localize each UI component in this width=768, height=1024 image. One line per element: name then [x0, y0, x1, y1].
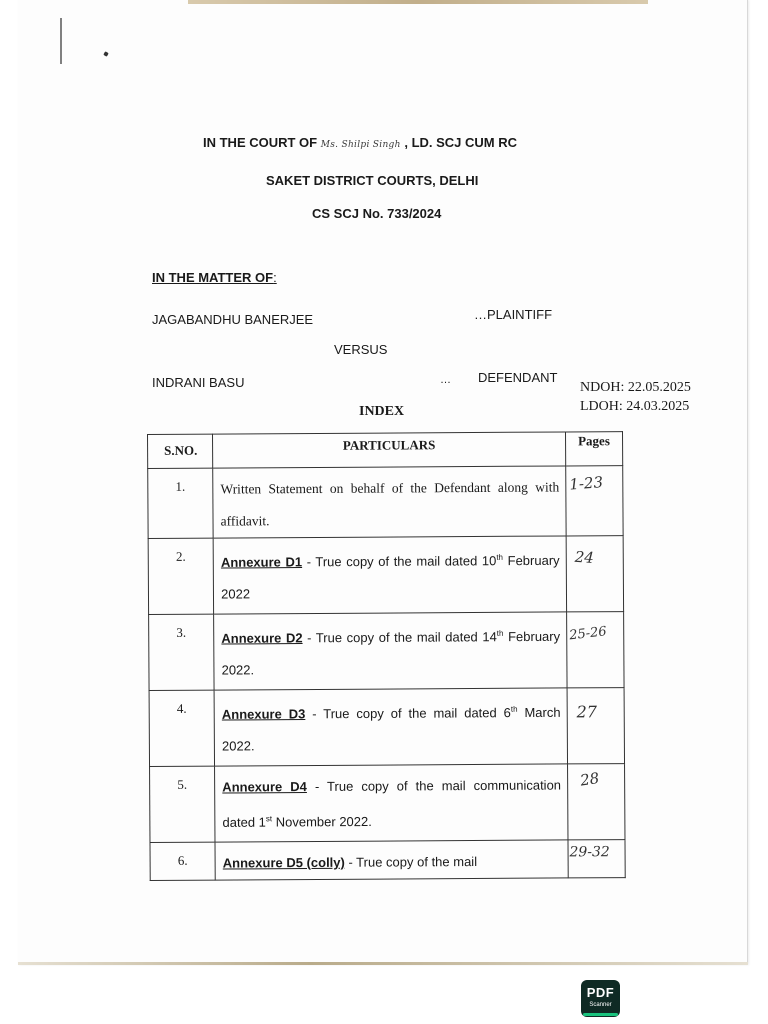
logo-text: PDF [586, 985, 615, 1000]
logo-accent-bar [583, 1013, 618, 1016]
table-row [150, 840, 625, 881]
table-row [148, 466, 623, 539]
row-text: February 2022 [221, 552, 560, 602]
row-pages-handwritten: 29-32 [569, 844, 610, 861]
row-sno: 3. [149, 614, 215, 690]
table-row [149, 612, 624, 691]
row-superscript: th [496, 552, 504, 562]
row-pages-handwritten: 25-26 [568, 624, 608, 644]
row-particulars [214, 688, 567, 766]
defendant-dots: … [440, 374, 451, 386]
annexure-label: Annexure D5 (colly) [222, 854, 345, 871]
pdf-scanner-logo [581, 980, 620, 1017]
row-sno: 2. [148, 538, 214, 614]
row-pages-handwritten: 27 [576, 702, 597, 722]
row-text: - True copy of the mail dated 10 [302, 553, 497, 570]
annexure-label: Annexure D2 [221, 630, 303, 646]
row-sno: 4. [149, 690, 215, 766]
next-date-of-hearing: NDOH: 22.05.2025 [580, 380, 691, 395]
row-sno: 6. [150, 842, 215, 880]
versus-label: VERSUS [334, 342, 388, 357]
table-row [150, 764, 625, 843]
row-superscript: th [510, 704, 518, 714]
row-text: February 2022. [221, 628, 561, 678]
row-particulars [214, 612, 567, 690]
column-header-particulars: PARTICULARS [213, 432, 566, 468]
row-pages-handwritten: 24 [574, 547, 595, 567]
row-text: - True copy of the mail dated 14 [302, 629, 497, 646]
matter-heading [152, 270, 277, 285]
table-header-row [148, 432, 623, 469]
row-pages [568, 840, 625, 878]
table-row [148, 536, 623, 615]
defendant-role: DEFENDANT [478, 370, 558, 385]
row-text: November 2022. [272, 813, 372, 830]
row-particulars: Written Statement on behalf of the Defendant along with affidavit. [213, 466, 566, 538]
page-bottom-edge [18, 962, 748, 965]
annexure-label: Annexure D3 [221, 706, 306, 722]
row-sno: 1. [148, 468, 214, 538]
court-location: SAKET DISTRICT COURTS, DELHI [266, 173, 479, 188]
row-pages [566, 466, 624, 536]
plaintiff-role: …PLAINTIFF [474, 307, 553, 322]
row-sno: 5. [150, 766, 216, 842]
judge-name-handwritten: Ms. Shilpi Singh [320, 140, 401, 150]
matter-heading-colon: : [273, 270, 277, 285]
row-pages [566, 536, 624, 612]
row-superscript: th [496, 628, 504, 638]
case-number: CS SCJ No. 733/2024 [312, 206, 442, 221]
court-heading [203, 135, 517, 150]
row-text: - True copy of the mail [344, 853, 478, 870]
defendant-name: INDRANI BASU [152, 375, 245, 390]
annexure-label: Annexure D4 [222, 779, 307, 795]
logo-subtext: Scanner [589, 1002, 612, 1008]
row-pages [566, 612, 624, 688]
row-particulars [213, 536, 566, 614]
row-pages [567, 688, 625, 764]
column-header-sno: S.NO. [148, 434, 213, 468]
row-text: March 2022. [221, 704, 561, 754]
matter-heading-text: IN THE MATTER OF [152, 270, 274, 285]
row-superscript: st [265, 814, 273, 824]
row-pages-handwritten: 28 [578, 769, 601, 790]
court-suffix: , LD. SCJ CUM RC [404, 135, 518, 150]
table-row [149, 688, 624, 767]
annexure-label: Annexure D1 [220, 554, 303, 570]
row-pages-handwritten: 1-23 [568, 473, 604, 494]
row-particulars [215, 764, 568, 842]
court-prefix: IN THE COURT OF [203, 135, 318, 150]
index-table [147, 431, 626, 881]
index-title: INDEX [359, 404, 405, 419]
row-text: - True copy of the mail dated 6 [305, 705, 511, 722]
scan-artifact [60, 18, 62, 64]
row-pages [567, 764, 625, 840]
last-date-of-hearing: LDOH: 24.03.2025 [580, 399, 690, 414]
row-text: - True copy of the mail communication dated 1 [222, 777, 562, 830]
row-particulars [215, 840, 568, 880]
scan-artifact [103, 51, 108, 56]
page-top-edge [188, 0, 648, 4]
column-header-pages: Pages [565, 432, 622, 466]
plaintiff-name: JAGABANDHU BANERJEE [152, 312, 314, 327]
